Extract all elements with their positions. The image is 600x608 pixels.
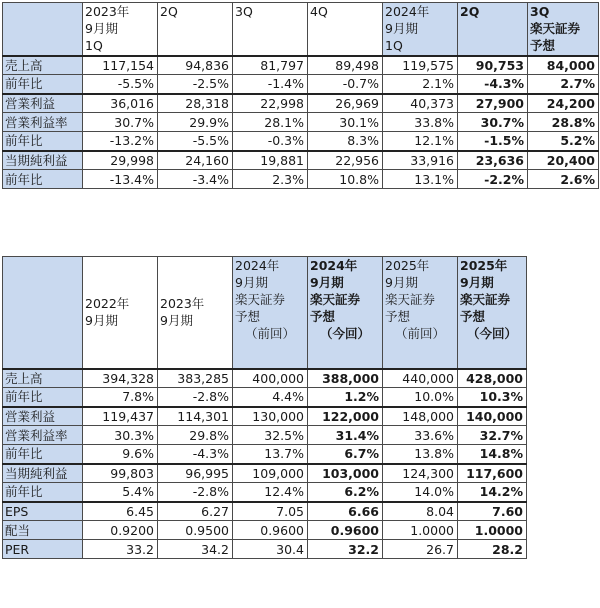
table-cell: 9.6% (83, 445, 158, 464)
table-cell: 29.9% (158, 113, 233, 132)
column-header-line: 9月期 (460, 275, 494, 290)
column-header-line: 予想 (310, 309, 336, 324)
table-cell: 13.7% (233, 445, 308, 464)
table-cell: 0.9500 (158, 521, 233, 540)
table-cell: 6.66 (308, 502, 383, 521)
table-cell: 22,956 (308, 151, 383, 170)
column-header (308, 3, 383, 56)
column-header-line: 予想 (385, 309, 411, 324)
table-cell: 28.1% (233, 113, 308, 132)
row-label: 前年比 (3, 483, 83, 502)
column-header-line: 3Q (235, 4, 253, 19)
table-row (3, 483, 527, 502)
table-cell: 10.3% (458, 388, 527, 407)
column-header (233, 257, 308, 369)
table-cell: 12.4% (233, 483, 308, 502)
table-cell: 33,916 (383, 151, 458, 170)
table-cell: -1.5% (458, 132, 528, 151)
table-cell: 31.4% (308, 426, 383, 445)
table-cell: -0.3% (233, 132, 308, 151)
table-cell: 24,200 (528, 94, 599, 113)
table-cell: 32.5% (233, 426, 308, 445)
table-cell: 33.2 (83, 540, 158, 559)
table-cell: 30.3% (83, 426, 158, 445)
table-cell: 6.2% (308, 483, 383, 502)
table-row (3, 521, 527, 540)
row-label: 営業利益率 (3, 113, 83, 132)
table-cell: 2.1% (383, 75, 458, 94)
table-cell: -3.4% (158, 170, 233, 189)
column-header-line: 予想 (235, 309, 261, 324)
annual-table-body (3, 257, 527, 559)
column-header-line: （前回） (394, 326, 445, 341)
column-header-line: 9月期 (235, 275, 268, 290)
column-header-line: 2025年 (385, 258, 430, 273)
table-cell: 28.2 (458, 540, 527, 559)
column-header (83, 257, 158, 369)
table-cell: 394,328 (83, 369, 158, 388)
table-cell: 26,969 (308, 94, 383, 113)
column-header-line: 2Q (460, 4, 480, 19)
column-header-line: （今回） (466, 326, 517, 341)
table-cell: 84,000 (528, 56, 599, 75)
row-label: 売上高 (3, 56, 83, 75)
row-label: 前年比 (3, 388, 83, 407)
row-label: 当期純利益 (3, 151, 83, 170)
column-header-line: 9月期 (310, 275, 344, 290)
table-cell: 8.04 (383, 502, 458, 521)
column-header-line: 2025年 (460, 258, 508, 273)
table-cell: 5.2% (528, 132, 599, 151)
table-cell: 30.1% (308, 113, 383, 132)
table-row (3, 56, 599, 75)
table-cell: 117,600 (458, 464, 527, 483)
column-header (528, 3, 599, 56)
column-header (383, 257, 458, 369)
table-cell: 19,881 (233, 151, 308, 170)
table-cell: -2.2% (458, 170, 528, 189)
table-cell: 32.2 (308, 540, 383, 559)
table-cell: 99,803 (83, 464, 158, 483)
table-cell: 7.8% (83, 388, 158, 407)
table-cell: 96,995 (158, 464, 233, 483)
row-label: EPS (3, 502, 83, 521)
table-cell: 400,000 (233, 369, 308, 388)
table-row (3, 151, 599, 170)
column-header-line: 9月期 (385, 21, 418, 36)
column-header (233, 3, 308, 56)
column-header-line: 1Q (85, 38, 103, 53)
column-header-line: 2Q (160, 4, 178, 19)
table-cell: 10.8% (308, 170, 383, 189)
table-cell: 109,000 (233, 464, 308, 483)
table-cell: -2.8% (158, 483, 233, 502)
table-cell: 89,498 (308, 56, 383, 75)
table-cell: 440,000 (383, 369, 458, 388)
column-header-line: 楽天証券 (310, 292, 361, 307)
table-cell: -4.3% (158, 445, 233, 464)
table-cell: 0.9200 (83, 521, 158, 540)
table-cell: -13.2% (83, 132, 158, 151)
column-header-line: 9月期 (385, 275, 418, 290)
column-header-line: 2024年 (310, 258, 358, 273)
column-header-line: 予想 (460, 309, 486, 324)
table-cell: 40,373 (383, 94, 458, 113)
row-label: 前年比 (3, 170, 83, 189)
table-cell: 28,318 (158, 94, 233, 113)
table-cell: 119,575 (383, 56, 458, 75)
table-cell: 94,836 (158, 56, 233, 75)
table-row (3, 407, 527, 426)
table-cell: 13.1% (383, 170, 458, 189)
row-label: 営業利益率 (3, 426, 83, 445)
table-cell: -13.4% (83, 170, 158, 189)
table-cell: -1.4% (233, 75, 308, 94)
table-cell: 22,998 (233, 94, 308, 113)
table-cell: 1.0000 (383, 521, 458, 540)
table-cell: 28.8% (528, 113, 599, 132)
table-cell: 90,753 (458, 56, 528, 75)
table-cell: 130,000 (233, 407, 308, 426)
table-cell: 2.6% (528, 170, 599, 189)
table-cell: 6.27 (158, 502, 233, 521)
column-header (458, 257, 527, 369)
table-cell: -2.5% (158, 75, 233, 94)
table-cell: 124,300 (383, 464, 458, 483)
column-header-line: 9月期 (85, 21, 118, 36)
table-cell: 24,160 (158, 151, 233, 170)
quarterly-results-table (2, 2, 599, 189)
table-cell: 14.0% (383, 483, 458, 502)
column-header (83, 3, 158, 56)
quarterly-table-body (3, 3, 599, 189)
column-header (158, 3, 233, 56)
table-cell: 36,016 (83, 94, 158, 113)
table-row (3, 132, 599, 151)
table-cell: 140,000 (458, 407, 527, 426)
table-cell: 33.6% (383, 426, 458, 445)
table-cell: 10.0% (383, 388, 458, 407)
column-header-line: （今回） (319, 326, 370, 341)
table-cell: -5.5% (158, 132, 233, 151)
table-cell: 23,636 (458, 151, 528, 170)
table-cell: 81,797 (233, 56, 308, 75)
row-label: 売上高 (3, 369, 83, 388)
column-header (458, 3, 528, 56)
table-cell: 14.8% (458, 445, 527, 464)
table-cell: 29.8% (158, 426, 233, 445)
table-cell: 383,285 (158, 369, 233, 388)
table-cell: 114,301 (158, 407, 233, 426)
column-header-line: 楽天証券 (460, 292, 511, 307)
row-label: 前年比 (3, 75, 83, 94)
table-cell: 5.4% (83, 483, 158, 502)
header-corner (3, 257, 83, 369)
row-label: 前年比 (3, 132, 83, 151)
row-label: 配当 (3, 521, 83, 540)
table-cell: 7.60 (458, 502, 527, 521)
table-cell: 1.0000 (458, 521, 527, 540)
table-cell: 428,000 (458, 369, 527, 388)
table-cell: -2.8% (158, 388, 233, 407)
table-cell: 12.1% (383, 132, 458, 151)
column-header-line: 2024年 (235, 258, 280, 273)
table-cell: 0.9600 (308, 521, 383, 540)
header-corner (3, 3, 83, 56)
table-cell: 1.2% (308, 388, 383, 407)
table-cell: 4.4% (233, 388, 308, 407)
table-cell: 27,900 (458, 94, 528, 113)
column-header (308, 257, 383, 369)
table-row (3, 170, 599, 189)
row-label: 当期純利益 (3, 464, 83, 483)
column-header-line: 4Q (310, 4, 328, 19)
table-cell: 29,998 (83, 151, 158, 170)
table-cell: 32.7% (458, 426, 527, 445)
table-cell: 6.7% (308, 445, 383, 464)
table-row (3, 113, 599, 132)
row-label: PER (3, 540, 83, 559)
header-row (3, 3, 599, 56)
table-cell: 13.8% (383, 445, 458, 464)
column-header-line: 楽天証券 (235, 292, 286, 307)
column-header-line: 9月期 (160, 313, 193, 329)
table-cell: 34.2 (158, 540, 233, 559)
table-cell: 30.7% (83, 113, 158, 132)
table-cell: 103,000 (308, 464, 383, 483)
table-cell: 388,000 (308, 369, 383, 388)
table-cell: 0.9600 (233, 521, 308, 540)
table-cell: 148,000 (383, 407, 458, 426)
table-cell: 6.45 (83, 502, 158, 521)
table-cell: 26.7 (383, 540, 458, 559)
column-header-line: 2024年 (385, 4, 430, 19)
column-header-line: （前回） (244, 326, 295, 341)
table-cell: 8.3% (308, 132, 383, 151)
table-cell: 119,437 (83, 407, 158, 426)
column-header-line: 9月期 (85, 313, 118, 329)
table-cell: 122,000 (308, 407, 383, 426)
table-row (3, 388, 527, 407)
column-header-line: 3Q (530, 4, 550, 19)
table-row (3, 502, 527, 521)
table-cell: -4.3% (458, 75, 528, 94)
table-row (3, 464, 527, 483)
row-label: 営業利益 (3, 94, 83, 113)
column-header-line: 楽天証券 (385, 292, 436, 307)
table-cell: 30.4 (233, 540, 308, 559)
table-cell: -0.7% (308, 75, 383, 94)
row-label: 営業利益 (3, 407, 83, 426)
table-row (3, 540, 527, 559)
table-cell: 117,154 (83, 56, 158, 75)
table-cell: 20,400 (528, 151, 599, 170)
column-header-line: 予想 (530, 38, 556, 53)
table-cell: 2.3% (233, 170, 308, 189)
column-header (383, 3, 458, 56)
table-cell: 7.05 (233, 502, 308, 521)
table-cell: 30.7% (458, 113, 528, 132)
table-row (3, 75, 599, 94)
column-header-line: 2022年 (85, 296, 130, 312)
column-header-line: 2023年 (85, 4, 130, 19)
table-cell: 2.7% (528, 75, 599, 94)
table-row (3, 426, 527, 445)
column-header (158, 257, 233, 369)
row-label: 前年比 (3, 445, 83, 464)
table-row (3, 94, 599, 113)
annual-forecast-table (2, 256, 527, 559)
table-cell: 33.8% (383, 113, 458, 132)
column-header-line: 楽天証券 (530, 21, 581, 36)
column-header-line: 1Q (385, 38, 403, 53)
table-cell: 14.2% (458, 483, 527, 502)
table-cell: -5.5% (83, 75, 158, 94)
header-row (3, 257, 527, 369)
table-row (3, 369, 527, 388)
column-header-line: 2023年 (160, 296, 205, 312)
table-row (3, 445, 527, 464)
